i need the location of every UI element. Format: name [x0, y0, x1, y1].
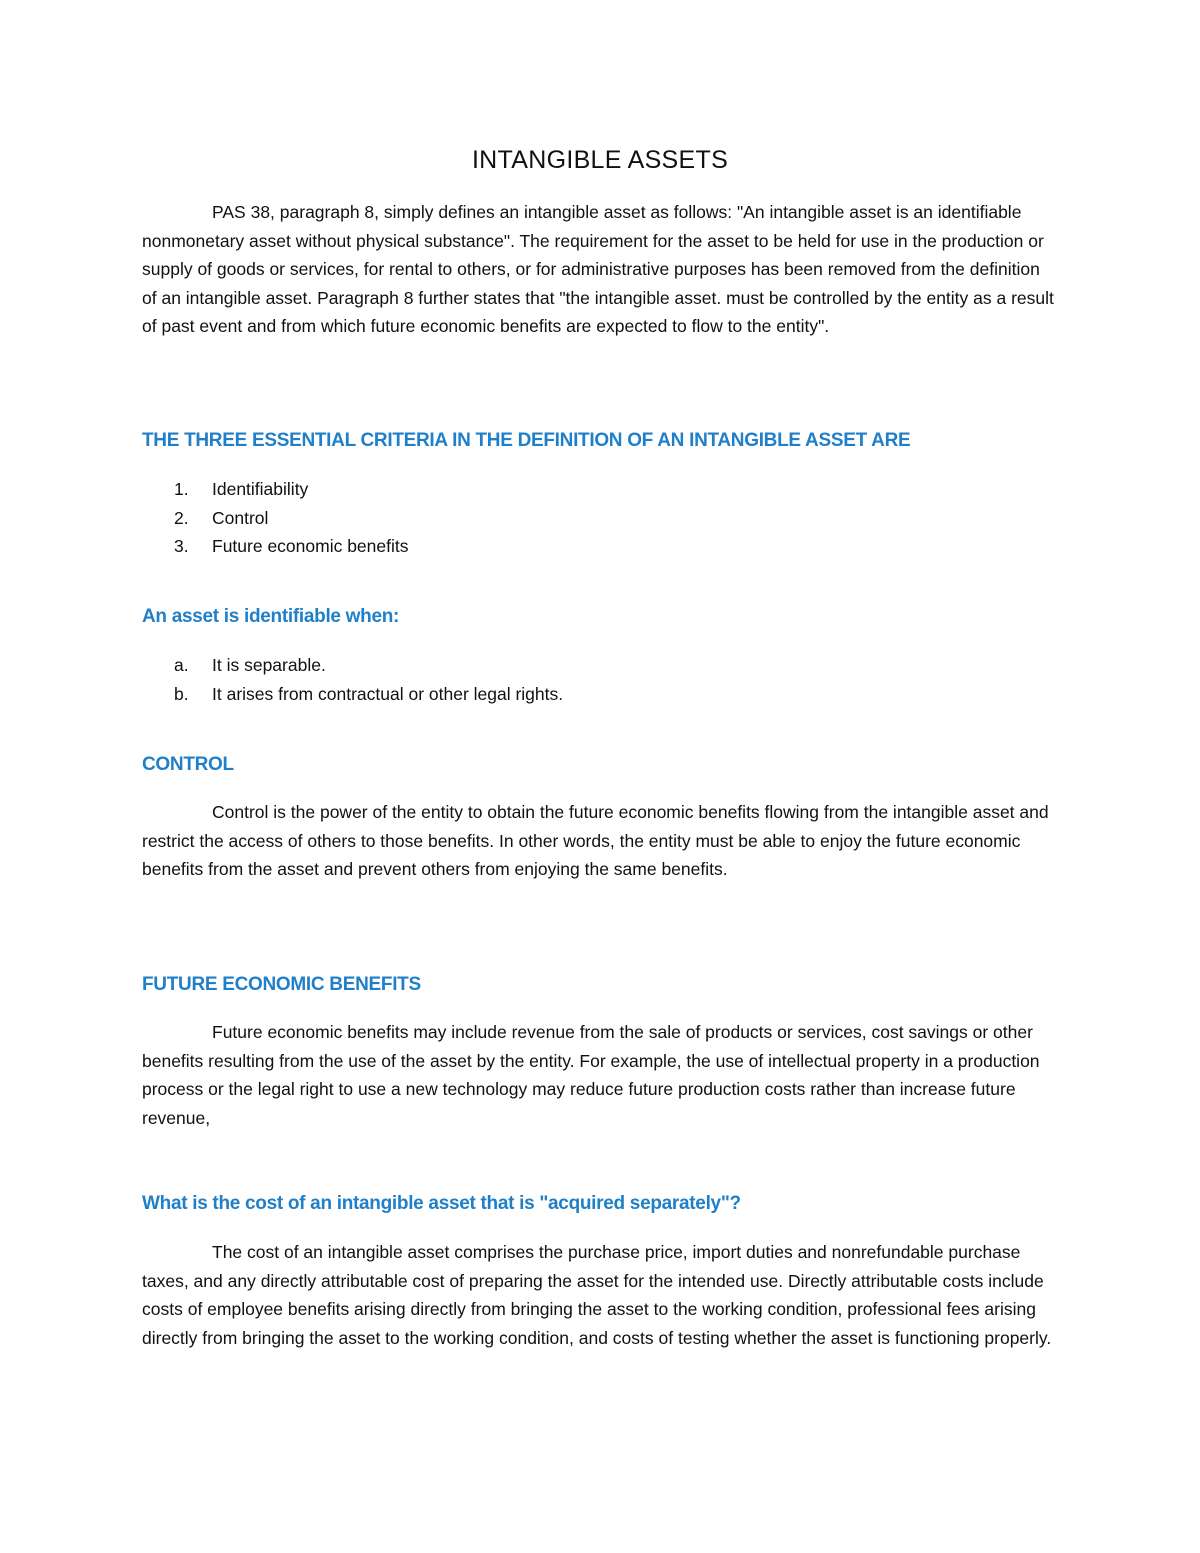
- list-marker: 2.: [174, 507, 189, 528]
- list-marker: 1.: [174, 479, 189, 499]
- list-item-text: It is separable.: [212, 655, 326, 675]
- list-item-text: Identifiability: [212, 479, 309, 499]
- criteria-list: [142, 475, 409, 561]
- identifiable-heading: An asset is identifiable when:: [142, 606, 400, 627]
- cost-paragraph: The cost of an intangible asset comprises the purchase price, import duties and nonrefundable purchase taxes, and any directly attributable cost of preparing the asset for the intended use. Directly attributable costs include costs of employee benefits arising directly from bringing the asset to the working condition, professional fees arising directly from bringing the asset to the working condition, and costs of testing whether the asset is functioning properly.: [142, 1242, 1052, 1348]
- control-paragraph: Control is the power of the entity to obtain the future economic benefits flowing from the intangible asset and restrict the access of others to those benefits. In other words, the entity must be able to enjoy the future economic benefits from the asset and prevent others from enjoying the same benefits.: [142, 802, 1049, 880]
- list-item-text: It arises from contractual or other legal rights.: [212, 683, 564, 704]
- list-marker: b.: [174, 683, 189, 704]
- list-item: [142, 475, 409, 504]
- identifiable-list: [142, 651, 563, 708]
- list-item: [142, 651, 563, 680]
- benefits-heading: FUTURE ECONOMIC BENEFITS: [142, 974, 421, 995]
- document-title: INTANGIBLE ASSETS: [471, 146, 729, 174]
- list-item-text: Control: [212, 507, 269, 528]
- list-item-text: Future economic benefits: [212, 536, 409, 556]
- intro-paragraph: PAS 38, paragraph 8, simply defines an intangible asset as follows: "An intangible asset is an identifiable nonmonetary asset without physical substance". The requirement for the asset to be held for use in the production or supply of goods or services, for rental to others, or for administrative purposes has been removed from the definition of an intangible asset. Paragraph 8 further states that "the intangible asset. must be controlled by the entity as a result of past event and from which future economic benefits are expected to flow to the entity".: [142, 202, 1054, 337]
- benefits-paragraph: Future economic benefits may include revenue from the sale of products or services, cost savings or other benefits resulting from the use of the asset by the entity. For example, the use of intellectual property in a production process or the legal right to use a new technology may reduce future production costs rather than increase future revenue,: [142, 1022, 1040, 1128]
- list-marker: 3.: [174, 536, 189, 556]
- list-item: [142, 532, 409, 561]
- control-heading: CONTROL: [142, 754, 234, 775]
- list-marker: a.: [174, 655, 189, 675]
- criteria-heading: THE THREE ESSENTIAL CRITERIA IN THE DEFINITION OF AN INTANGIBLE ASSET ARE: [142, 430, 911, 451]
- list-item: [142, 680, 563, 709]
- list-item: [142, 504, 409, 533]
- cost-heading: What is the cost of an intangible asset that is "acquired separately"?: [142, 1193, 741, 1214]
